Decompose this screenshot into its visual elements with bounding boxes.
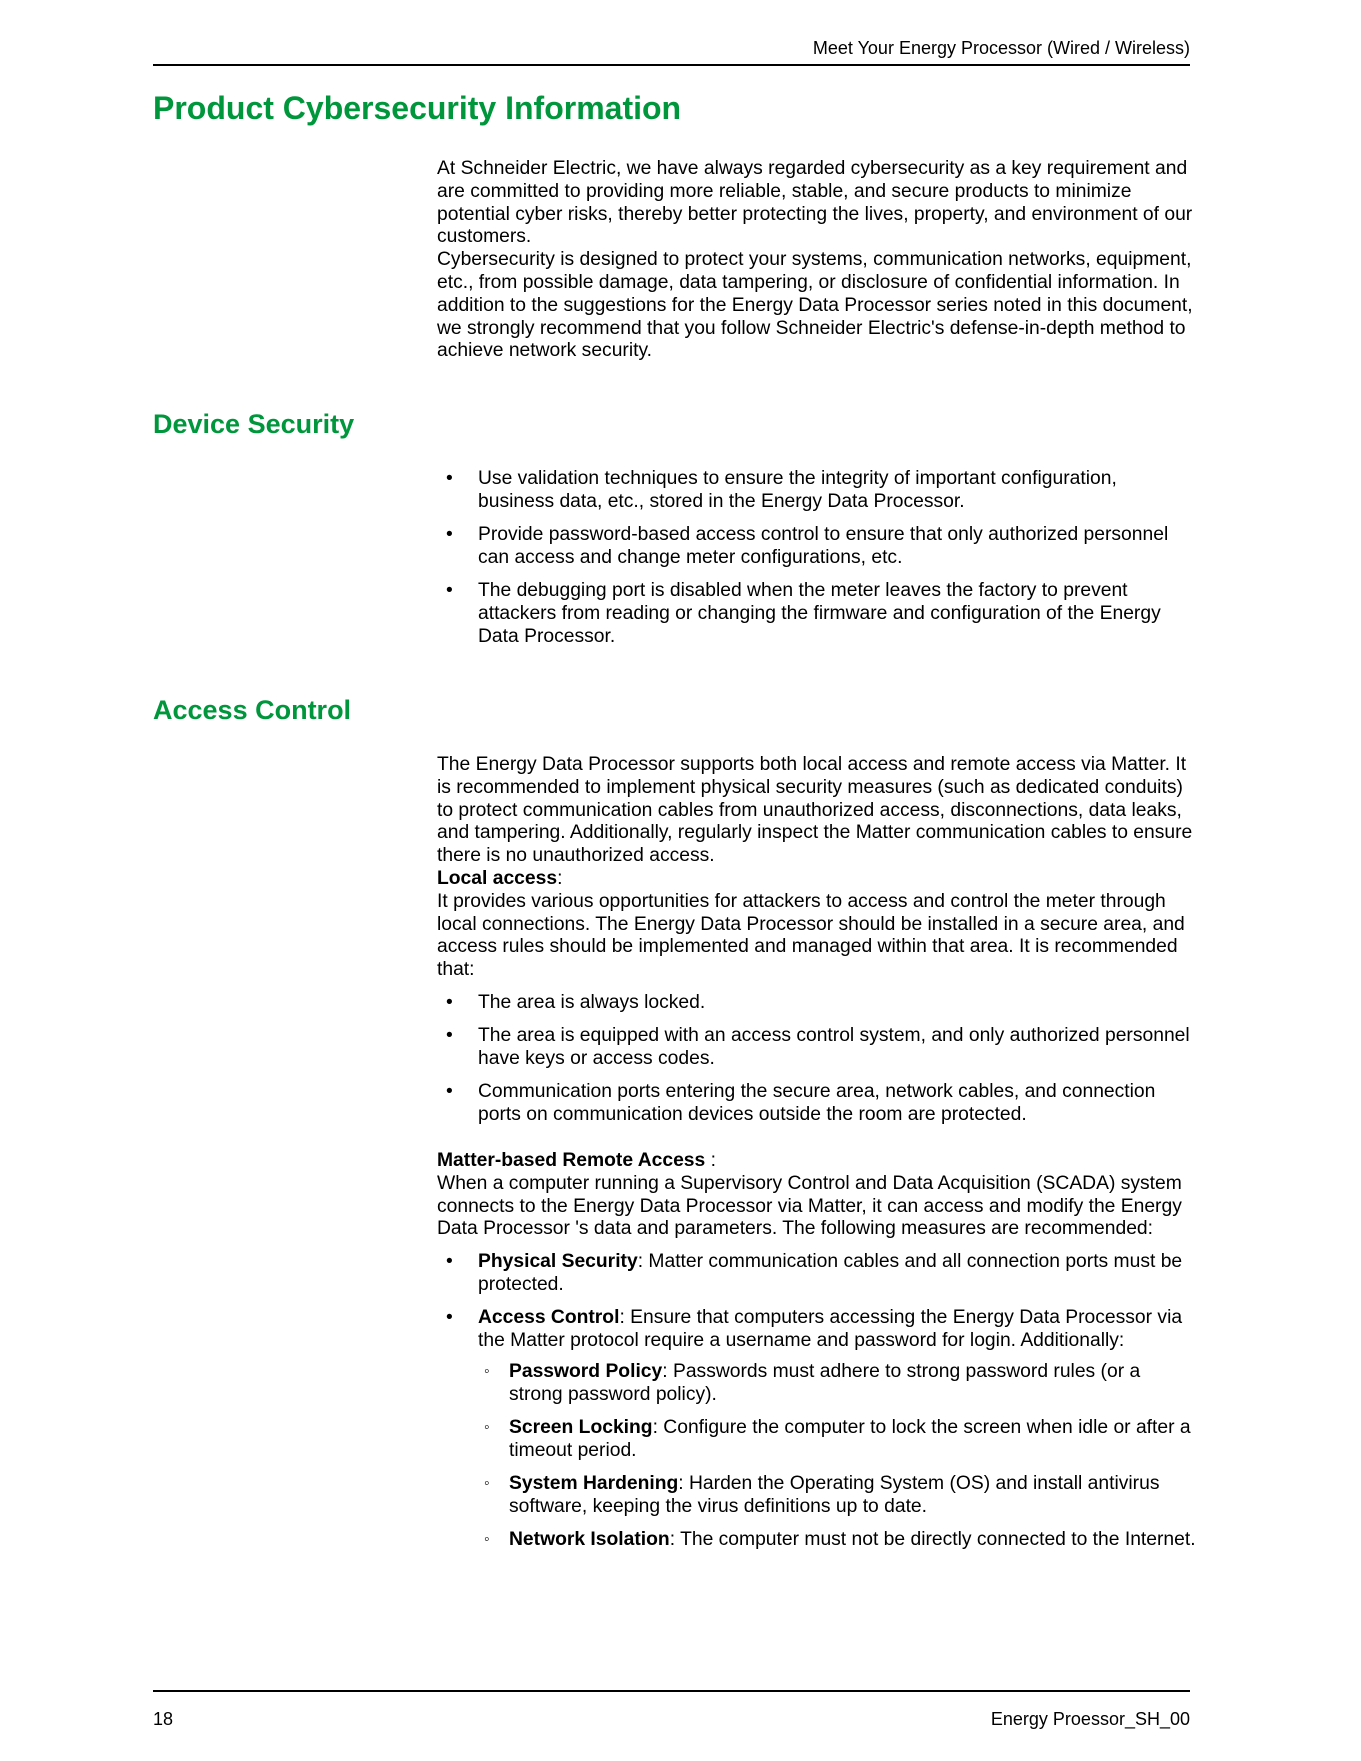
list-item	[437, 1307, 1197, 1552]
document-id: Energy Proessor_SH_00	[990, 1709, 1190, 1729]
access-control-sublist	[478, 1361, 1197, 1552]
local-access-colon: :	[557, 867, 563, 889]
list-item: • Provide password-based access control to ensure that only authorized personnel can access and change meter configurations, etc.	[437, 524, 1197, 570]
footer-rule	[153, 1690, 1190, 1692]
local-access-label: Local access	[437, 867, 558, 889]
access-control-intro: The Energy Data Processor supports both local access and remote access via Matter. It is recommended to implement physical security measures (such as dedicated conduits) to protect communication cables from unauthorized access, disconnections, data leaks, and tampering. Additionally, regularly inspect the Matter communication cables to ensure there is no unauthorized access.	[437, 754, 1193, 867]
remote-access-colon: :	[705, 1149, 716, 1171]
remote-access-heading	[437, 1150, 1197, 1173]
intro-section	[437, 158, 1197, 363]
device-security-heading: Device Security	[153, 409, 355, 439]
item-label: Physical Security	[478, 1251, 638, 1273]
item-text: : Configure the computer to lock the screen when idle or after a timeout period.	[509, 1416, 1191, 1461]
local-access-list	[437, 992, 1197, 1127]
access-control-section	[437, 754, 1197, 1562]
list-item: • The area is always locked.	[437, 992, 1197, 1015]
sub-list-item	[478, 1361, 1197, 1407]
local-access-heading	[437, 868, 1197, 891]
item-label: Password Policy	[509, 1360, 663, 1382]
list-item	[437, 1251, 1197, 1297]
remote-access-text: When a computer running a Supervisory Control and Data Acquisition (SCADA) system connects to the Energy Data Processor via Matter, it can access and modify the Energy Data Processor 's data and parameters. The following measures are recommended:	[437, 1172, 1182, 1240]
item-label: System Hardening	[509, 1473, 679, 1495]
intro-paragraph-2: Cybersecurity is designed to protect your systems, communication networks, equipment, etc., from possible damage, data tampering, or disclosure of confidential information. In addition to the suggestions for the Energy Data Processor series noted in this document, we strongly recommend that you follow Schneider Electric's defense-in-depth method to achieve network security.	[437, 249, 1193, 362]
item-text: : Ensure that computers accessing the Energy Data Processor via the Matter protocol require a username and password for login. Additionally:	[478, 1307, 1183, 1352]
item-label: Network Isolation	[509, 1529, 670, 1551]
page-title: Product Cybersecurity Information	[153, 90, 682, 126]
running-header: Meet Your Energy Processor (Wired / Wireless)	[812, 38, 1190, 58]
header-rule	[153, 64, 1190, 66]
page-number: 18	[153, 1709, 174, 1729]
list-item: • Communication ports entering the secure area, network cables, and connection ports on communication devices outside the room are protected.	[437, 1081, 1197, 1127]
remote-access-label: Matter-based Remote Access	[437, 1149, 706, 1171]
item-text: : Harden the Operating System (OS) and install antivirus software, keeping the virus definitions up to date.	[509, 1473, 1160, 1517]
remote-access-list	[437, 1251, 1197, 1552]
local-access-text: It provides various opportunities for attackers to access and control the meter through local connections. The Energy Data Processor should be installed in a secure area, and access rules should be implemented and managed within that area. It is recommended that:	[437, 890, 1185, 981]
item-text: : Matter communication cables and all connection ports must be protected.	[478, 1251, 1183, 1295]
item-label: Access Control	[478, 1307, 620, 1329]
intro-paragraph-1: At Schneider Electric, we have always regarded cybersecurity as a key requirement and are committed to providing more reliable, stable, and secure products to minimize potential cyber risks, thereby better protecting the lives, property, and environment of our customers.	[437, 158, 1193, 248]
device-security-list	[437, 468, 1197, 649]
sub-list-item	[478, 1473, 1197, 1519]
list-item: • The debugging port is disabled when the meter leaves the factory to prevent attackers from reading or changing the firmware and configuration of the Energy Data Processor.	[437, 580, 1197, 648]
access-control-heading: Access Control	[153, 695, 352, 725]
item-text: : The computer must not be directly connected to the Internet.	[669, 1529, 1196, 1551]
sub-list-item	[478, 1529, 1197, 1552]
item-text: : Passwords must adhere to strong password rules (or a strong password policy).	[509, 1360, 1141, 1405]
item-label: Screen Locking	[509, 1416, 653, 1438]
list-item: • Use validation techniques to ensure the integrity of important configuration, business data, etc., stored in the Energy Data Processor.	[437, 468, 1197, 514]
list-item: • The area is equipped with an access control system, and only authorized personnel have keys or access codes.	[437, 1025, 1197, 1071]
device-security-section	[437, 468, 1197, 659]
sub-list-item	[478, 1417, 1197, 1463]
